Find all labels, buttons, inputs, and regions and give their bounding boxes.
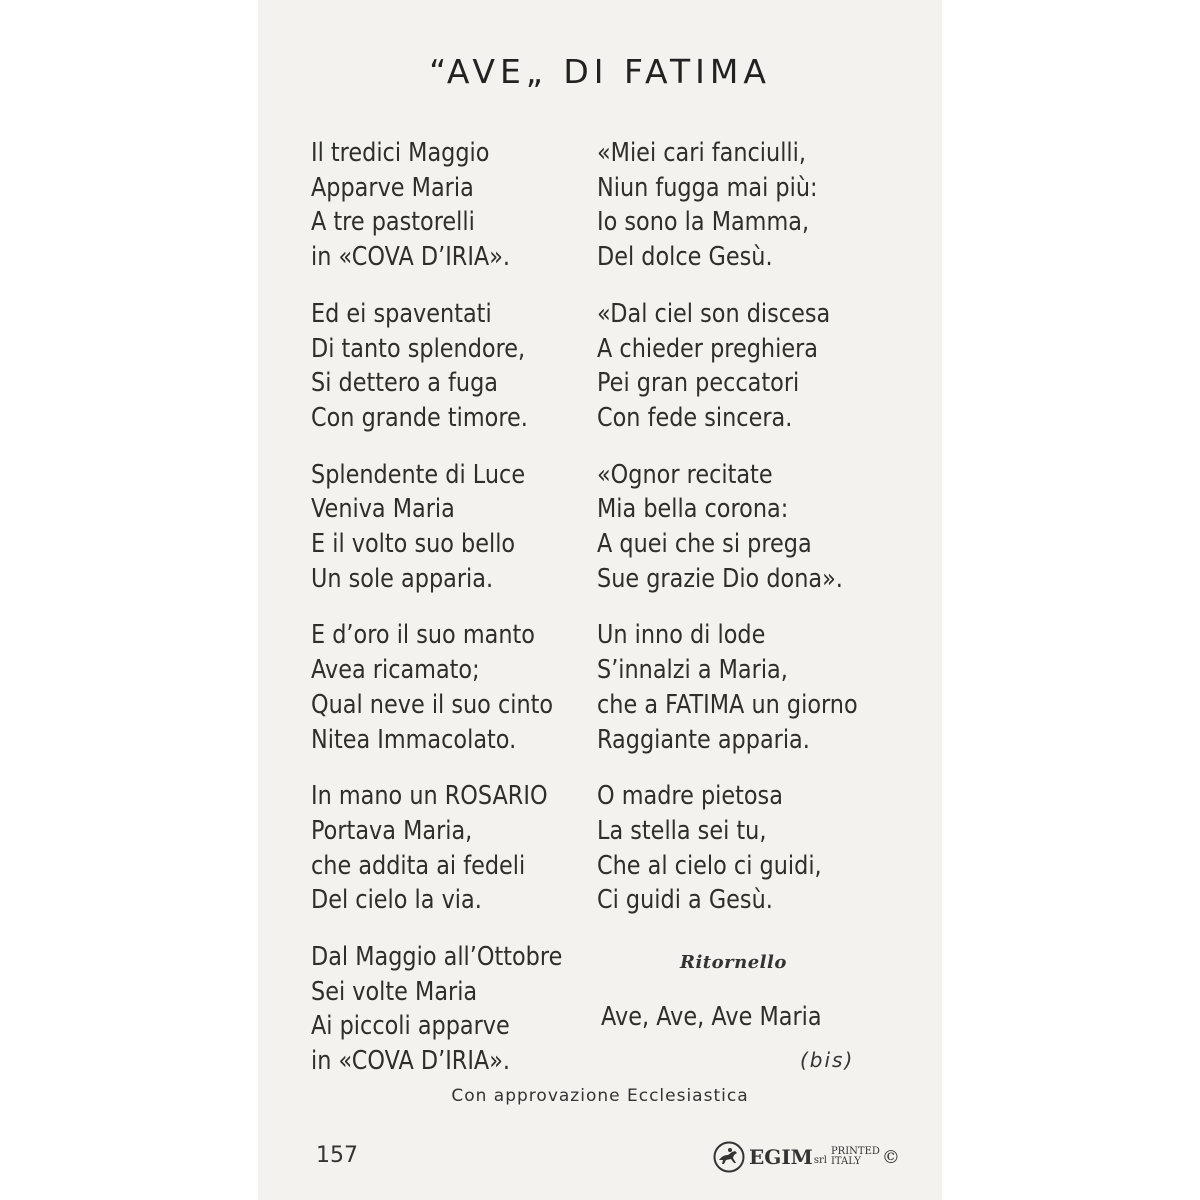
verse-line: Dal Maggio all’Ottobre [311, 942, 563, 973]
publisher-logo [713, 1140, 900, 1174]
refrain-label: Ritornello [680, 952, 787, 973]
verse-line: Il tredici Maggio [311, 138, 490, 168]
verse-line: «Miei cari fanciulli, [597, 138, 806, 168]
page-number: 157 [316, 1143, 358, 1168]
publisher-suffix: srl [813, 1155, 827, 1166]
verse-line: Sue grazie Dio dona». [597, 563, 843, 594]
verse-line: che addita ai fedeli [311, 850, 526, 881]
printed-label [830, 1147, 880, 1167]
verse-line: Un inno di lode [597, 620, 766, 651]
verse-line: Con fede sincera. [597, 402, 793, 433]
verse-line: S’innalzi a Maria, [597, 655, 788, 686]
printed-text: PRINTED [830, 1146, 880, 1157]
verse-line: E il volto suo bello [311, 529, 516, 560]
verse-line: La stella sei tu, [597, 815, 767, 846]
verse-line: Nitea Immacolato. [311, 724, 517, 755]
verse-line: in «COVA D’IRIA». [311, 1046, 511, 1077]
verse-line: Pei gran peccatori [597, 368, 800, 399]
verse-line: A tre pastorelli [311, 207, 475, 238]
verse-line: O madre pietosa [597, 781, 783, 812]
stanza [311, 136, 601, 275]
page-title: “AVE„ DI FATIMA [429, 52, 771, 91]
stanza [597, 458, 897, 597]
verse-line: Si dettero a fuga [311, 368, 498, 399]
refrain-repeat: (bis) [800, 1048, 855, 1072]
stanza [597, 779, 897, 918]
stanza [311, 940, 601, 1079]
verse-line: in «COVA D’IRIA». [311, 242, 511, 273]
verse-line: Del cielo la via. [311, 885, 482, 916]
verse-line: Del dolce Gesù. [597, 242, 773, 273]
stanza [311, 458, 601, 597]
verse-line: Io sono la Mamma, [597, 207, 810, 238]
verse-line: Apparve Maria [311, 172, 474, 203]
verse-line: A chieder preghiera [597, 333, 818, 364]
country-text: ITALY [830, 1156, 861, 1167]
verse-line: Veniva Maria [311, 494, 455, 525]
stanza [311, 618, 601, 757]
verse-line: Ai piccoli apparve [311, 1011, 510, 1042]
verse-line: Avea ricamato; [311, 655, 480, 686]
verse-line: Mia bella corona: [597, 494, 789, 525]
verse-line: Con grande timore. [311, 402, 528, 433]
copyright-icon: © [881, 1146, 900, 1168]
verse-line: Ci guidi a Gesù. [597, 885, 773, 916]
approval-note: Con approvazione Ecclesiastica [451, 1086, 749, 1106]
verse-line: Un sole apparia. [311, 563, 494, 594]
verse-line: Niun fugga mai più: [597, 172, 818, 203]
verse-line: E d’oro il suo manto [311, 620, 535, 651]
verse-line: Sei volte Maria [311, 976, 478, 1007]
verse-line: In mano un ROSARIO [311, 781, 548, 812]
verse-line: Ed ei spaventati [311, 298, 492, 329]
verse-line: che a FATIMA un giorno [597, 689, 858, 720]
publisher-name: EGIM [749, 1145, 813, 1169]
verse-line: Di tanto splendore, [311, 333, 526, 364]
verse-line: Raggiante apparia. [597, 724, 810, 755]
verse-line: Che al cielo ci guidi, [597, 850, 822, 881]
prayer-card [258, 0, 942, 1200]
stanza [597, 136, 897, 275]
horse-rider-icon [713, 1141, 745, 1173]
stanza [311, 297, 601, 436]
right-column [597, 136, 897, 940]
stanza [311, 779, 601, 918]
verse-line: A quei che si prega [597, 529, 812, 560]
verse-line: «Dal ciel son discesa [597, 298, 831, 329]
verse-line: «Ognor recitate [597, 459, 773, 490]
stanza [597, 297, 897, 436]
verse-line: Splendente di Luce [311, 459, 526, 490]
verse-line: Portava Maria, [311, 815, 473, 846]
verse-line: Qual neve il suo cinto [311, 689, 554, 720]
stanza [597, 618, 897, 757]
left-column [311, 136, 601, 1101]
refrain-text: Ave, Ave, Ave Maria [601, 1002, 822, 1032]
